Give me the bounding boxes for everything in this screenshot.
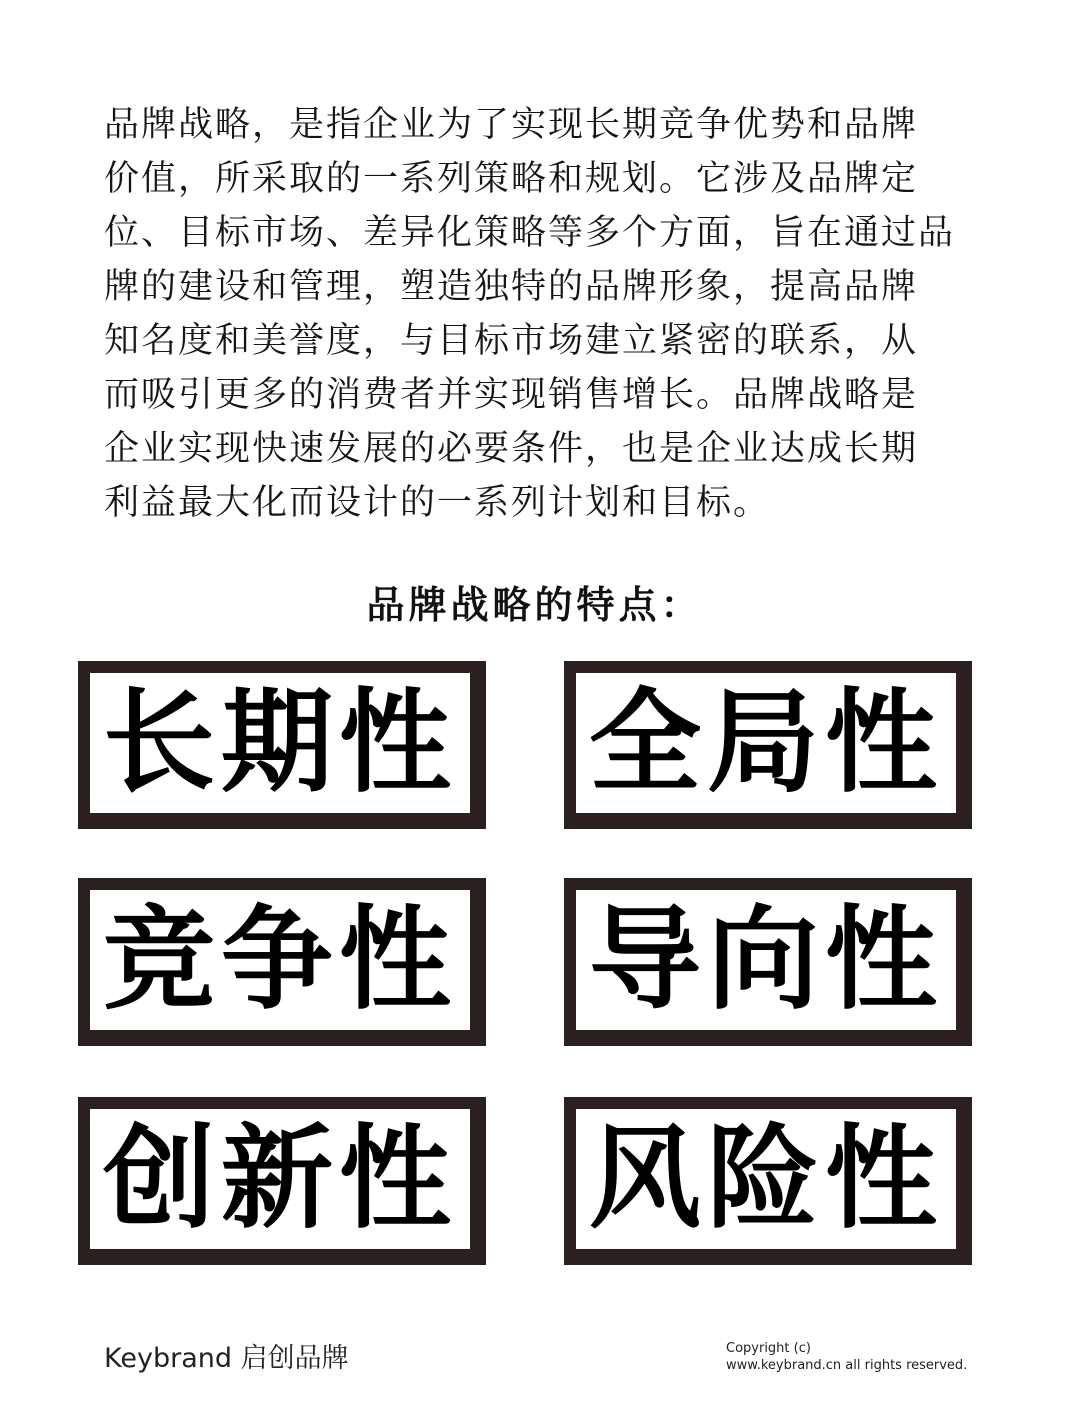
brand-name: Keybrand 启创品牌	[104, 1343, 349, 1374]
feature-card-inner	[90, 890, 470, 1030]
intro-line: 利益最大化而设计的一系列计划和目标。	[104, 483, 771, 523]
feature-card-inner	[576, 1109, 956, 1249]
feature-label: 长期性	[103, 678, 457, 808]
intro-line: 牌的建设和管理，塑造独特的品牌形象，提高品牌	[104, 267, 919, 307]
feature-card-overall	[564, 661, 972, 829]
intro-line: 品牌战略，是指企业为了实现长期竞争优势和品牌	[104, 105, 919, 145]
intro-line: 而吸引更多的消费者并实现销售增长。品牌战略是	[104, 375, 919, 415]
feature-card-inner	[90, 673, 470, 813]
feature-card-inner	[90, 1109, 470, 1249]
copyright-line: Copyright (c)	[726, 1341, 811, 1356]
feature-card-competitive	[78, 878, 486, 1046]
intro-line: 位、目标市场、差异化策略等多个方面，旨在通过品	[104, 213, 956, 253]
feature-card-innovative	[78, 1097, 486, 1265]
feature-label: 风险性	[589, 1114, 943, 1244]
feature-card-long-term	[78, 661, 486, 829]
section-title: 品牌战略的特点：	[366, 583, 703, 627]
feature-label: 竞争性	[103, 895, 457, 1025]
copyright-line: www.keybrand.cn all rights reserved.	[726, 1358, 968, 1373]
intro-line: 知名度和美誉度，与目标市场建立紧密的联系，从	[104, 321, 919, 361]
intro-line: 价值，所采取的一系列策略和规划。它涉及品牌定	[104, 159, 919, 199]
intro-paragraph	[104, 98, 964, 530]
feature-card-guiding	[564, 878, 972, 1046]
intro-line: 企业实现快速发展的必要条件，也是企业达成长期	[104, 429, 919, 469]
feature-label: 创新性	[103, 1114, 457, 1244]
feature-card-risk	[564, 1097, 972, 1265]
feature-label: 全局性	[589, 678, 943, 808]
feature-card-inner	[576, 890, 956, 1030]
feature-card-inner	[576, 673, 956, 813]
feature-label: 导向性	[589, 895, 943, 1025]
copyright-notice	[726, 1340, 967, 1374]
